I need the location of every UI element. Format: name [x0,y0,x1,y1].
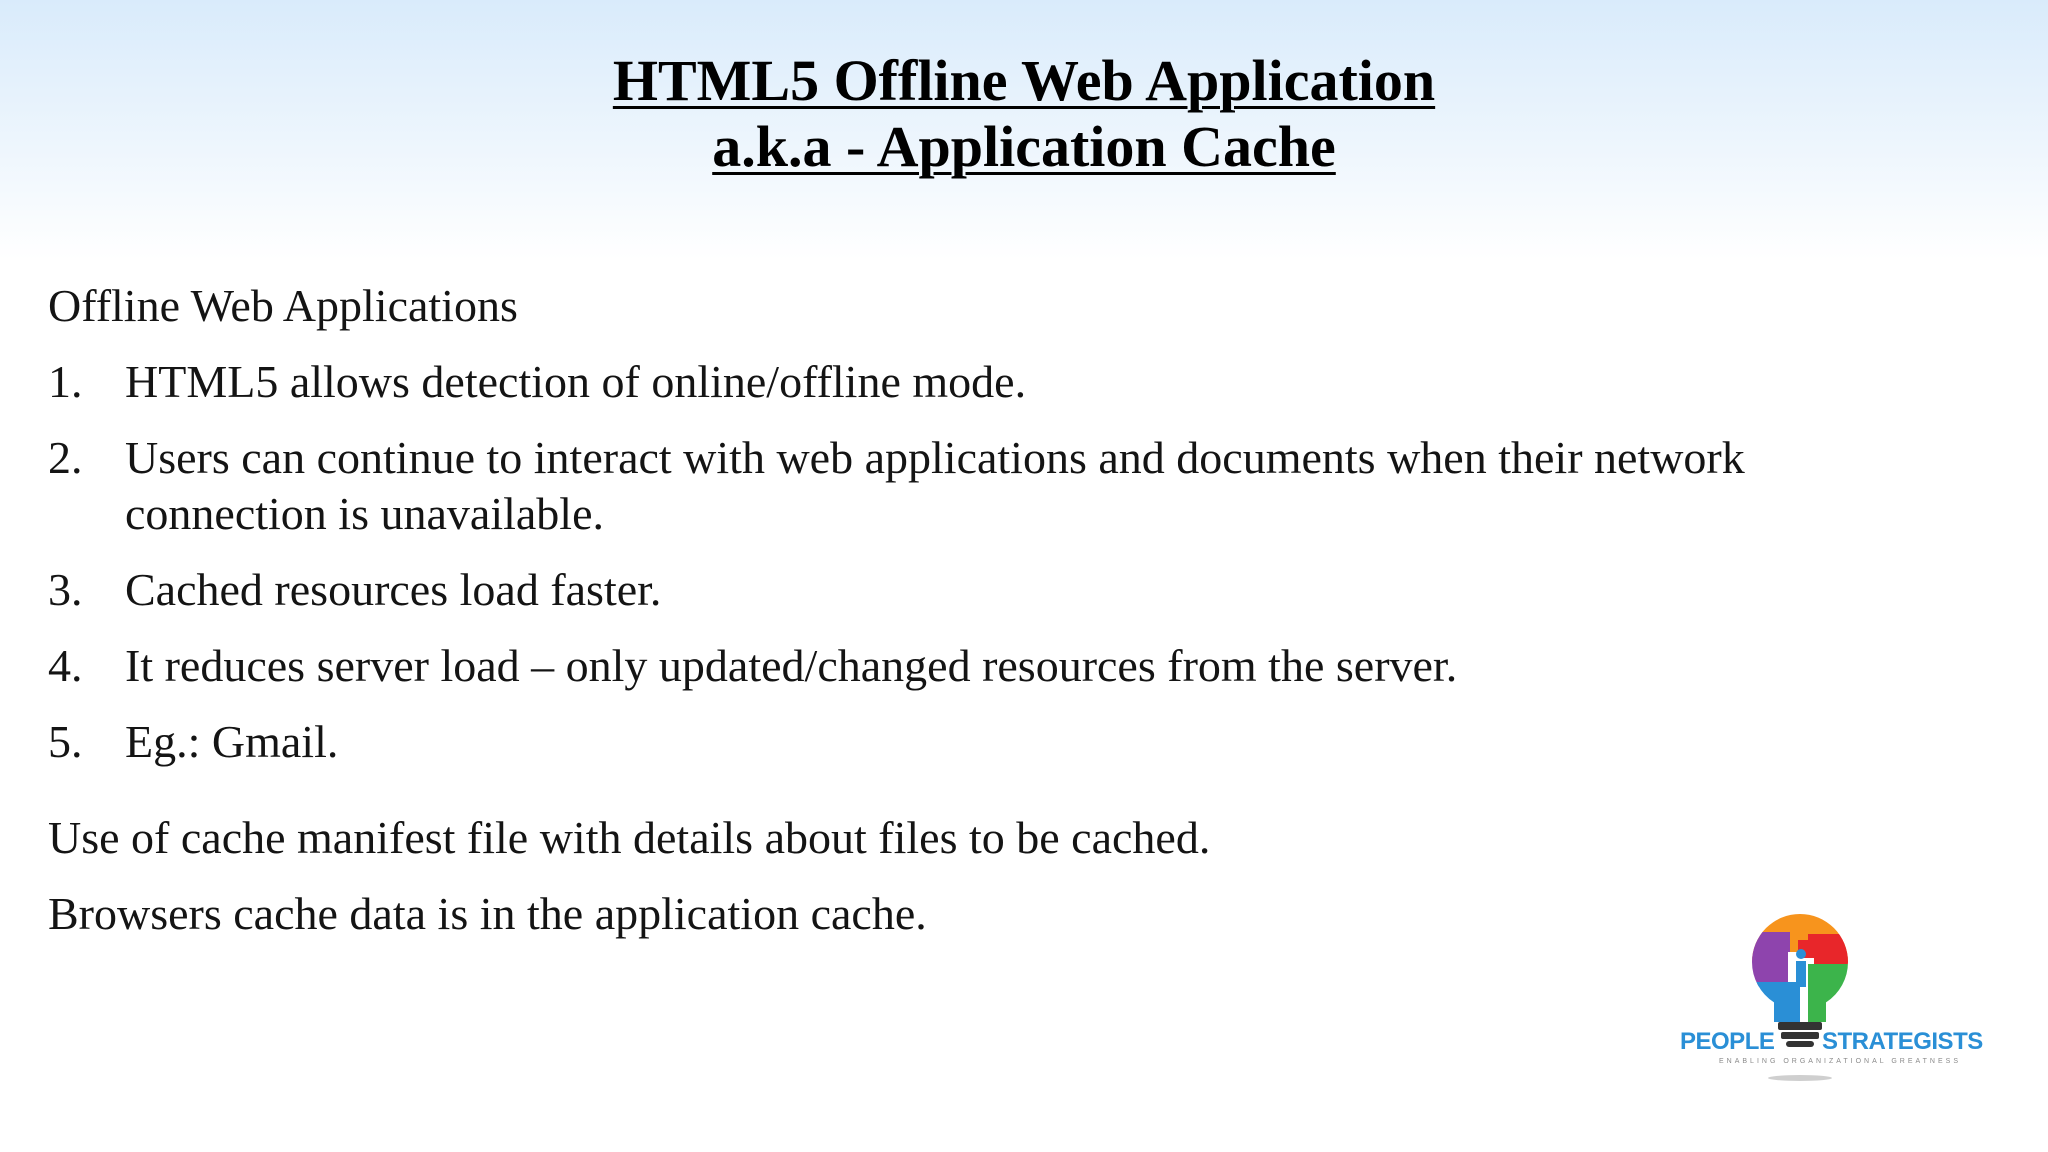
people-strategists-logo [1670,912,2000,1092]
list-item [48,354,1948,410]
list-item-text: HTML5 allows detection of online/offline mode. [125,356,1027,407]
list-item-number: 3. [48,564,83,615]
list-item-text: Eg.: Gmail. [125,716,339,767]
list-item [48,638,1948,694]
logo-word-people: PEOPLE [1680,1028,1775,1055]
section-heading: Offline Web Applications [48,280,518,331]
logo-tagline: ENABLING ORGANIZATIONAL GREATNESS [1718,1058,1961,1065]
notes [48,810,1948,942]
lightbulb-puzzle-icon [1670,912,2000,1092]
title-line-2: a.k.a - Application Cache [712,114,1336,179]
list-item-text: Cached resources load faster. [125,564,662,615]
points-list [48,354,1948,770]
slide-body [48,278,1948,962]
list-item [48,430,1948,542]
list-item-text: Users can continue to interact with web applications and documents when their network connection is unavailable. [125,432,1745,539]
list-item-number: 2. [48,432,83,483]
note-manifest: Use of cache manifest file with details about files to be cached. [48,812,1211,863]
list-item [48,714,1948,770]
note-application-cache: Browsers cache data is in the application cache. [48,888,927,939]
logo-word-strategists: STRATEGISTS [1822,1028,1983,1055]
list-item-number: 1. [48,356,83,407]
list-item-text: It reduces server load – only updated/changed resources from the server. [125,640,1458,691]
list-item-number: 4. [48,640,83,691]
slide-title [0,48,2048,180]
title-line-1: HTML5 Offline Web Application [612,48,1436,113]
list-item [48,562,1948,618]
list-item-number: 5. [48,716,83,767]
